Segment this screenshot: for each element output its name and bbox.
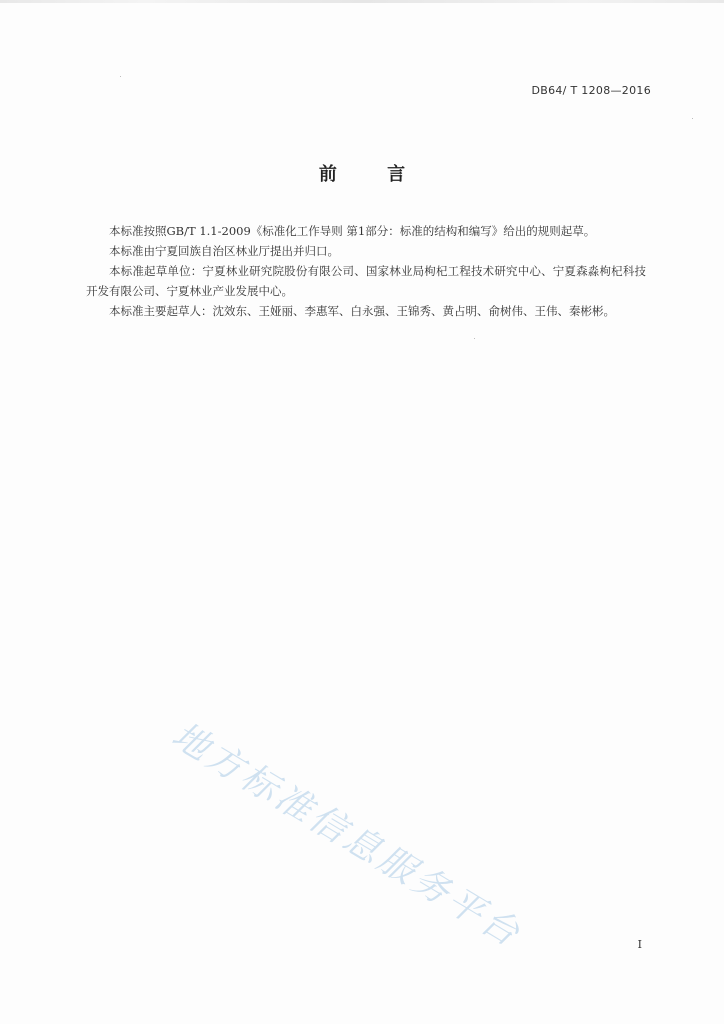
page-number: I: [637, 938, 642, 951]
paragraph-drafting-rules: 本标准按照GB/T 1.1-2009《标准化工作导则 第1部分：标准的结构和编写》给出的规则起草。: [109, 224, 596, 238]
platform-watermark: 地方标准信息服务平台: [164, 714, 529, 957]
paragraph-drafting-units: 本标准起草单位：宁夏林业研究院股份有限公司、国家林业局枸杞工程技术研究中心、宁夏森淼枸杞科技开发有限公司、宁夏林业产业发展中心。: [86, 264, 646, 298]
paragraph-proposer: 本标准由宁夏回族自治区林业厅提出并归口。: [109, 244, 339, 258]
page-heading: 前 言: [318, 164, 428, 185]
scan-speck: [692, 118, 693, 119]
scan-speck: [474, 338, 475, 339]
scan-speck: [120, 76, 121, 77]
foreword-body: [86, 221, 646, 321]
paragraph-drafters: 本标准主要起草人：沈效东、王娅丽、李惠军、白永强、王锦秀、黄占明、俞树伟、王伟、秦彬彬。: [109, 304, 615, 318]
scan-edge: [0, 0, 724, 3]
document-code: DB64/ T 1208—2016: [531, 84, 651, 97]
